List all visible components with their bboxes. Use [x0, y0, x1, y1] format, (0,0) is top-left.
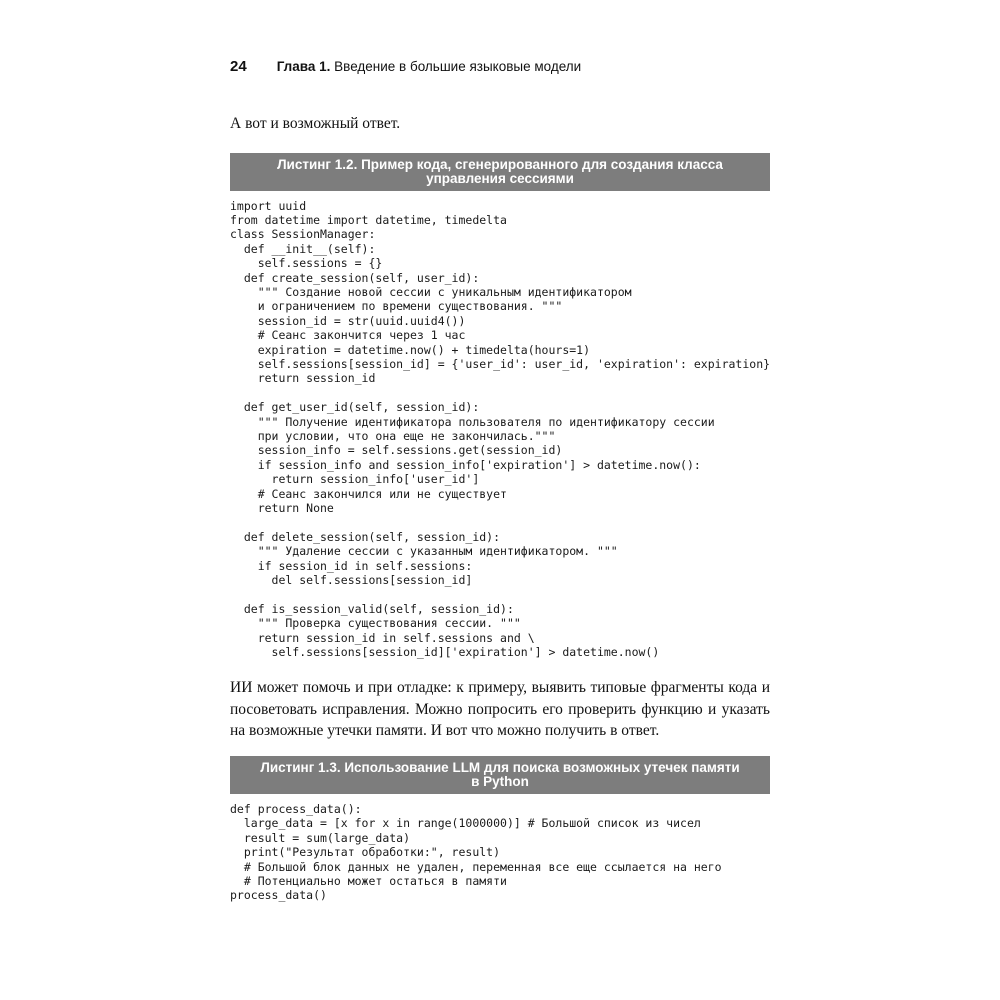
code-line: return session_id in self.sessions and \: [230, 630, 535, 645]
listing-1-3-title-line1: Листинг 1.3. Использование LLM для поиска возможных утечек памяти: [260, 759, 740, 775]
listing-1-2-title-line2: управления сессиями: [426, 171, 574, 186]
code-line: и ограничением по времени существования. """: [230, 299, 563, 314]
code-line: # Большой блок данных не удален, переменная все еще ссылается на него: [230, 859, 722, 874]
code-line: self.sessions[session_id]['expiration'] > datetime.now(): [230, 645, 660, 660]
intro-paragraph: А вот и возможный ответ.: [230, 115, 401, 132]
code-line: def is_session_valid(self, session_id):: [230, 601, 514, 616]
code-line: # Сеанс закончится через 1 час: [230, 328, 466, 343]
code-line: [230, 587, 770, 601]
code-line: class SessionManager:: [230, 227, 376, 242]
page-number: 24: [230, 58, 247, 75]
code-line: # Сеанс закончился или не существует: [230, 486, 507, 501]
code-line: session_info = self.sessions.get(session_id): [230, 443, 563, 458]
code-line: if session_info and session_info['expiration'] > datetime.now():: [230, 457, 701, 472]
middle-paragraph: ИИ может помочь и при отладке: к примеру, выявить типовые фрагменты кода и посоветовать исправления. Можно попросить его проверить функцию и указать на возможные утечки памяти. И вот что можно получить в ответ.: [230, 679, 770, 740]
code-line: return session_info['user_id']: [230, 472, 480, 487]
page-content: [230, 58, 770, 921]
code-line: large_data = [x for x in range(1000000)] # Большой список из чисел: [230, 816, 701, 831]
code-line: process_data(): [230, 888, 327, 903]
code-line: return None: [230, 501, 334, 516]
code-line: def create_session(self, user_id):: [230, 270, 480, 285]
listing-1-3-code: [230, 802, 770, 903]
code-line: import uuid: [230, 198, 307, 213]
code-line: session_id = str(uuid.uuid4()): [230, 313, 466, 328]
code-line: self.sessions[session_id] = {'user_id': user_id, 'expiration': expiration}: [230, 356, 771, 371]
code-line: """ Создание новой сессии с уникальным идентификатором: [230, 284, 632, 299]
code-line: if session_id in self.sessions:: [230, 558, 473, 573]
listing-1-3-header: [230, 756, 770, 794]
code-line: expiration = datetime.now() + timedelta(hours=1): [230, 342, 591, 357]
listing-1-2-header: [230, 153, 770, 191]
code-line: """ Проверка существования сессии. """: [230, 616, 521, 631]
chapter-label: Глава 1.: [276, 59, 331, 74]
listing-1-2-code: [230, 199, 770, 660]
code-line: self.sessions = {}: [230, 256, 383, 271]
code-line: [230, 386, 770, 400]
code-line: def __init__(self):: [230, 241, 376, 256]
chapter-title: Введение в большие языковые модели: [334, 59, 582, 74]
code-line: [230, 515, 770, 529]
listing-1-2-title-line1: Листинг 1.2. Пример кода, сгенерированного для создания класса: [277, 156, 723, 172]
code-line: def delete_session(self, session_id):: [230, 529, 501, 544]
running-head: [230, 58, 770, 75]
code-line: """ Удаление сессии с указанным идентификатором. """: [230, 544, 618, 559]
code-line: return session_id: [230, 371, 376, 386]
code-line: print("Результат обработки:", result): [230, 845, 501, 860]
code-line: result = sum(large_data): [230, 830, 411, 845]
code-line: del self.sessions[session_id]: [230, 573, 473, 588]
chapter-heading: [277, 59, 582, 74]
code-line: # Потенциально может остаться в памяти: [230, 873, 507, 888]
code-line: при условии, что она еще не закончилась.""": [230, 428, 556, 443]
code-line: def process_data():: [230, 801, 362, 816]
listing-1-3-title-line2: в Python: [471, 774, 529, 790]
code-line: from datetime import datetime, timedelta: [230, 212, 507, 227]
code-line: def get_user_id(self, session_id):: [230, 400, 480, 415]
code-line: """ Получение идентификатора пользователя по идентификатору сессии: [230, 414, 715, 429]
